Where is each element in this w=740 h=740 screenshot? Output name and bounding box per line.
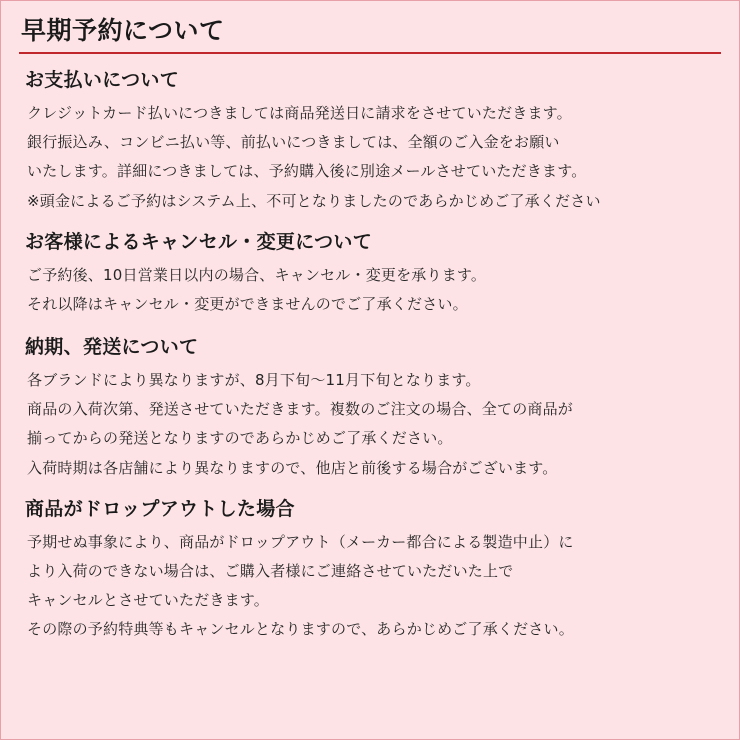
section-cancellation: [19, 230, 721, 319]
section-body-dropout: [27, 528, 721, 645]
paragraph-line: それ以降はキャンセル・変更ができませんのでご了承ください。: [27, 294, 468, 313]
paragraph-line: 商品の入荷次第、発送させていただきます。複数のご注文の場合、全ての商品が: [27, 400, 574, 419]
title-divider: [19, 52, 721, 54]
section-heading-delivery: 納期、発送について: [25, 336, 199, 359]
paragraph-line: より入荷のできない場合は、ご購入者様にご連絡させていただいた上で: [27, 561, 514, 580]
paragraph-line: クレジットカード払いにつきましては商品発送日に請求をさせていただきます。: [27, 103, 572, 122]
paragraph-line: いたします。詳細につきましては、予約購入後に別途メールさせていただきます。: [27, 162, 587, 181]
paragraph-line: 入荷時期は各店舗により異なりますので、他店と前後する場合がございます。: [27, 458, 558, 477]
paragraph-line: 揃ってからの発送となりますのであらかじめご了承ください。: [27, 429, 453, 448]
section-payment: [19, 68, 721, 216]
section-heading-payment: お支払いについて: [25, 69, 180, 92]
page-title: 早期予約について: [21, 16, 225, 45]
section-body-delivery: [27, 366, 721, 483]
paragraph-line: その際の予約特典等もキャンセルとなりますので、あらかじめご了承ください。: [27, 620, 574, 639]
paragraph-line: 予期せぬ事象により、商品がドロップアウト（メーカー都合による製造中止）に: [27, 532, 574, 551]
section-dropout: [19, 497, 721, 645]
paragraph-line: 銀行振込み、コンビニ払い等、前払いにつきましては、全額のご入金をお願い: [27, 133, 560, 152]
section-delivery: [19, 335, 721, 483]
payment-note: ※頭金によるご予約はシステム上、不可となりましたのであらかじめご了承ください: [27, 191, 601, 210]
paragraph-line: 各ブランドにより異なりますが、8月下旬〜11月下旬となります。: [27, 370, 481, 389]
section-heading-cancellation: お客様によるキャンセル・変更について: [25, 230, 373, 253]
paragraph-line: キャンセルとさせていただきます。: [27, 591, 270, 609]
section-heading-dropout: 商品がドロップアウトした場合: [25, 497, 295, 520]
document-content: [1, 1, 739, 645]
section-body-cancellation: [27, 261, 721, 320]
section-body-payment: [27, 99, 721, 216]
paragraph-line: ご予約後、10日営業日以内の場合、キャンセル・変更を承ります。: [27, 265, 487, 284]
